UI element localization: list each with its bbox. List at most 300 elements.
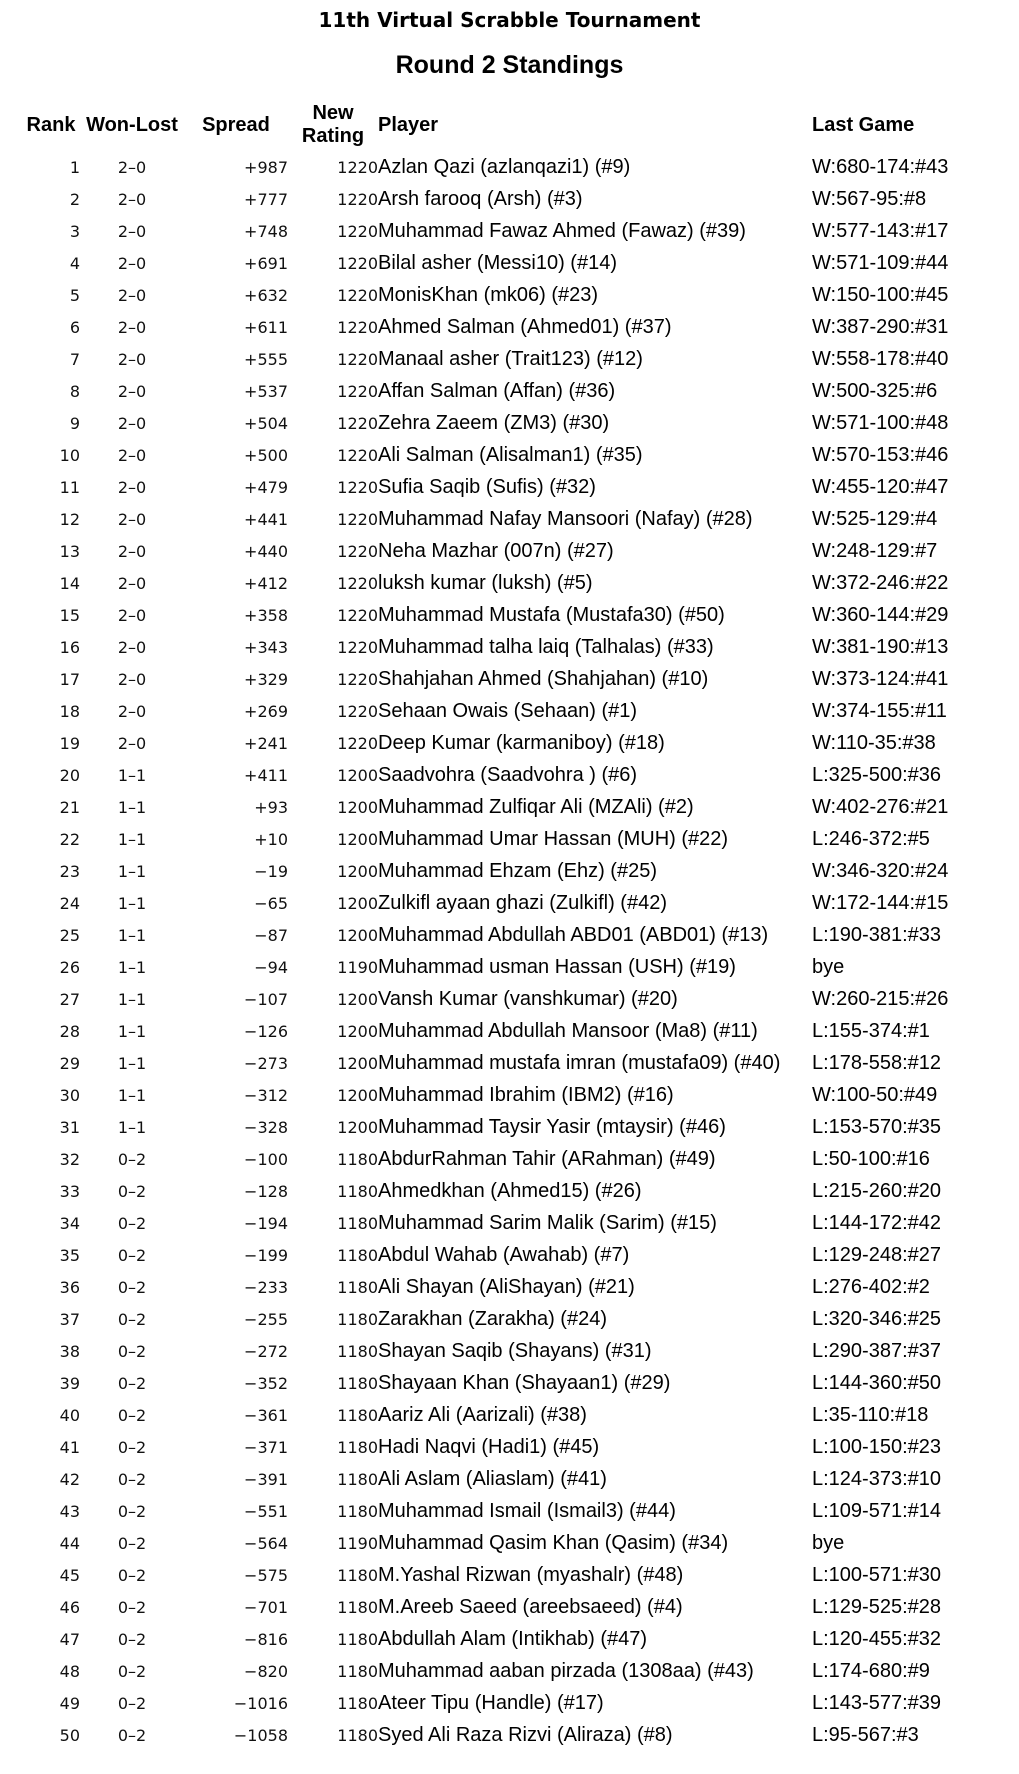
won-lost-cell: 2–0 bbox=[117, 669, 147, 689]
spread-cell: −126 bbox=[244, 1021, 288, 1041]
new-rating-cell: 1180 bbox=[337, 1469, 378, 1489]
player-cell: Abdullah Alam (Intikhab) (#47) bbox=[378, 1627, 648, 1650]
last-game-cell: L:129-525:#28 bbox=[812, 1595, 942, 1618]
last-game-cell: W:248-129:#7 bbox=[812, 539, 938, 562]
rank-cell: 21 bbox=[59, 797, 80, 817]
table-row bbox=[22, 567, 986, 599]
last-game-cell: L:100-150:#23 bbox=[812, 1435, 942, 1458]
table-row bbox=[22, 727, 986, 759]
rank-cell: 12 bbox=[59, 509, 80, 529]
spread-cell: +441 bbox=[244, 509, 288, 529]
table-row bbox=[22, 1623, 986, 1655]
table-row bbox=[22, 1239, 986, 1271]
player-cell: Zulkifl ayaan ghazi (Zulkifl) (#42) bbox=[378, 891, 667, 914]
new-rating-cell: 1180 bbox=[337, 1725, 378, 1745]
table-row bbox=[22, 1047, 986, 1079]
new-rating-cell: 1180 bbox=[337, 1245, 378, 1265]
won-lost-cell: 0–2 bbox=[117, 1373, 147, 1393]
spread-cell: −352 bbox=[244, 1373, 288, 1393]
won-lost-cell: 0–2 bbox=[117, 1245, 147, 1265]
rank-cell: 38 bbox=[59, 1341, 80, 1361]
spread-cell: +343 bbox=[244, 637, 288, 657]
player-cell: Deep Kumar (karmaniboy) (#18) bbox=[378, 731, 665, 754]
last-game-cell: L:143-577:#39 bbox=[812, 1691, 942, 1714]
spread-cell: +504 bbox=[244, 413, 288, 433]
new-rating-cell: 1220 bbox=[337, 541, 378, 561]
player-cell: Abdul Wahab (Awahab) (#7) bbox=[378, 1243, 630, 1266]
won-lost-cell: 2–0 bbox=[117, 157, 147, 177]
spread-cell: −820 bbox=[244, 1661, 288, 1681]
won-lost-cell: 0–2 bbox=[117, 1181, 147, 1201]
new-rating-cell: 1200 bbox=[337, 893, 378, 913]
player-cell: Hadi Naqvi (Hadi1) (#45) bbox=[378, 1435, 600, 1458]
new-rating-cell: 1220 bbox=[337, 189, 378, 209]
won-lost-cell: 2–0 bbox=[117, 445, 147, 465]
last-game-header: Last Game bbox=[812, 113, 915, 136]
won-lost-cell: 2–0 bbox=[117, 413, 147, 433]
player-cell: Muhammad Ehzam (Ehz) (#25) bbox=[378, 859, 657, 882]
spread-cell: +479 bbox=[244, 477, 288, 497]
rank-cell: 31 bbox=[59, 1117, 80, 1137]
spread-cell: +241 bbox=[244, 733, 288, 753]
spread-cell: −391 bbox=[244, 1469, 288, 1489]
player-cell: luksh kumar (luksh) (#5) bbox=[378, 571, 593, 594]
new-rating-cell: 1180 bbox=[337, 1597, 378, 1617]
last-game-cell: W:260-215:#26 bbox=[812, 987, 949, 1010]
last-game-cell: L:35-110:#18 bbox=[812, 1403, 929, 1426]
player-cell: Muhammad Fawaz Ahmed (Fawaz) (#39) bbox=[378, 219, 746, 242]
table-row bbox=[22, 535, 986, 567]
new-rating-cell: 1200 bbox=[337, 797, 378, 817]
last-game-cell: W:346-320:#24 bbox=[812, 859, 949, 882]
won-lost-cell: 2–0 bbox=[117, 733, 147, 753]
table-row bbox=[22, 503, 986, 535]
new-rating-cell: 1190 bbox=[337, 957, 378, 977]
last-game-cell: L:320-346:#25 bbox=[812, 1307, 942, 1330]
last-game-cell: W:571-100:#48 bbox=[812, 411, 949, 434]
player-cell: Syed Ali Raza Rizvi (Aliraza) (#8) bbox=[378, 1723, 673, 1746]
table-row bbox=[22, 1687, 986, 1719]
won-lost-cell: 2–0 bbox=[117, 541, 147, 561]
last-game-cell: L:246-372:#5 bbox=[812, 827, 930, 850]
table-row bbox=[22, 791, 986, 823]
won-lost-cell: 0–2 bbox=[117, 1533, 147, 1553]
won-lost-cell: 1–1 bbox=[117, 893, 147, 913]
spread-cell: −128 bbox=[244, 1181, 288, 1201]
player-cell: Ahmedkhan (Ahmed15) (#26) bbox=[378, 1179, 642, 1202]
spread-cell: +10 bbox=[254, 829, 288, 849]
spread-cell: +329 bbox=[244, 669, 288, 689]
new-rating-header-line2: Rating bbox=[301, 125, 365, 147]
new-rating-cell: 1180 bbox=[337, 1149, 378, 1169]
spread-cell: −816 bbox=[244, 1629, 288, 1649]
won-lost-cell: 0–2 bbox=[117, 1405, 147, 1425]
rank-cell: 48 bbox=[59, 1661, 80, 1681]
player-cell: AbdurRahman Tahir (ARahman) (#49) bbox=[378, 1147, 716, 1170]
spread-cell: −1016 bbox=[233, 1693, 288, 1713]
won-lost-cell: 0–2 bbox=[117, 1341, 147, 1361]
table-row bbox=[22, 183, 986, 215]
rank-cell: 39 bbox=[59, 1373, 80, 1393]
rank-cell: 20 bbox=[59, 765, 80, 785]
new-rating-cell: 1220 bbox=[337, 381, 378, 401]
table-row bbox=[22, 1143, 986, 1175]
last-game-cell: L:124-373:#10 bbox=[812, 1467, 942, 1490]
won-lost-cell: 2–0 bbox=[117, 189, 147, 209]
new-rating-cell: 1220 bbox=[337, 221, 378, 241]
new-rating-cell: 1220 bbox=[337, 605, 378, 625]
new-rating-cell: 1180 bbox=[337, 1629, 378, 1649]
standings-body bbox=[22, 151, 986, 1751]
new-rating-cell: 1220 bbox=[337, 157, 378, 177]
new-rating-cell: 1200 bbox=[337, 1021, 378, 1041]
new-rating-cell: 1180 bbox=[337, 1693, 378, 1713]
table-row bbox=[22, 247, 986, 279]
won-lost-cell: 1–1 bbox=[117, 1085, 147, 1105]
table-row bbox=[22, 1303, 986, 1335]
last-game-cell: L:276-402:#2 bbox=[812, 1275, 930, 1298]
tournament-title: 11th Virtual Scrabble Tournament bbox=[318, 8, 701, 32]
table-row bbox=[22, 1335, 986, 1367]
won-lost-cell: 0–2 bbox=[117, 1501, 147, 1521]
spread-cell: +748 bbox=[244, 221, 288, 241]
new-rating-cell: 1220 bbox=[337, 317, 378, 337]
table-row bbox=[22, 1495, 986, 1527]
rank-cell: 11 bbox=[59, 477, 80, 497]
new-rating-cell: 1180 bbox=[337, 1277, 378, 1297]
standings-table bbox=[22, 99, 986, 1751]
won-lost-cell: 0–2 bbox=[117, 1277, 147, 1297]
last-game-cell: W:372-246:#22 bbox=[812, 571, 949, 594]
rank-cell: 13 bbox=[59, 541, 80, 561]
rank-cell: 30 bbox=[59, 1085, 80, 1105]
player-cell: Ali Aslam (Aliaslam) (#41) bbox=[378, 1467, 607, 1490]
rank-cell: 3 bbox=[69, 221, 80, 241]
table-row bbox=[22, 919, 986, 951]
rank-cell: 50 bbox=[59, 1725, 80, 1745]
table-row bbox=[22, 1175, 986, 1207]
player-cell: Shahjahan Ahmed (Shahjahan) (#10) bbox=[378, 667, 709, 690]
table-row bbox=[22, 599, 986, 631]
new-rating-cell: 1180 bbox=[337, 1437, 378, 1457]
rank-cell: 16 bbox=[59, 637, 80, 657]
rank-cell: 40 bbox=[59, 1405, 80, 1425]
won-lost-cell: 2–0 bbox=[117, 605, 147, 625]
last-game-cell: W:402-276:#21 bbox=[812, 795, 949, 818]
spread-cell: +411 bbox=[244, 765, 288, 785]
won-lost-cell: 2–0 bbox=[117, 349, 147, 369]
table-row bbox=[22, 375, 986, 407]
table-row bbox=[22, 983, 986, 1015]
last-game-cell: L:109-571:#14 bbox=[812, 1499, 942, 1522]
last-game-cell: L:100-571:#30 bbox=[812, 1563, 942, 1586]
rank-cell: 9 bbox=[69, 413, 80, 433]
won-lost-cell: 1–1 bbox=[117, 925, 147, 945]
new-rating-cell: 1190 bbox=[337, 1533, 378, 1553]
table-row bbox=[22, 887, 986, 919]
table-row bbox=[22, 1367, 986, 1399]
spread-cell: +412 bbox=[244, 573, 288, 593]
won-lost-cell: 2–0 bbox=[117, 221, 147, 241]
table-row bbox=[22, 855, 986, 887]
spread-cell: +691 bbox=[244, 253, 288, 273]
spread-cell: +440 bbox=[244, 541, 288, 561]
last-game-cell: L:144-172:#42 bbox=[812, 1211, 942, 1234]
table-row bbox=[22, 471, 986, 503]
rank-cell: 25 bbox=[59, 925, 80, 945]
won-lost-cell: 1–1 bbox=[117, 829, 147, 849]
spread-cell: −272 bbox=[244, 1341, 288, 1361]
rank-cell: 18 bbox=[59, 701, 80, 721]
won-lost-cell: 2–0 bbox=[117, 317, 147, 337]
player-cell: Arsh farooq (Arsh) (#3) bbox=[378, 187, 583, 210]
player-cell: Muhammad Zulfiqar Ali (MZAli) (#2) bbox=[378, 795, 694, 818]
new-rating-cell: 1220 bbox=[337, 349, 378, 369]
spread-cell: −100 bbox=[244, 1149, 288, 1169]
last-game-cell: L:215-260:#20 bbox=[812, 1179, 942, 1202]
rank-cell: 33 bbox=[59, 1181, 80, 1201]
table-row bbox=[22, 759, 986, 791]
won-lost-cell: 0–2 bbox=[117, 1629, 147, 1649]
spread-cell: +93 bbox=[254, 797, 288, 817]
last-game-cell: W:373-124:#41 bbox=[812, 667, 949, 690]
table-row bbox=[22, 1655, 986, 1687]
new-rating-cell: 1180 bbox=[337, 1405, 378, 1425]
rank-cell: 36 bbox=[59, 1277, 80, 1297]
spread-cell: +987 bbox=[244, 157, 288, 177]
spread-cell: +358 bbox=[244, 605, 288, 625]
rank-cell: 19 bbox=[59, 733, 80, 753]
player-cell: Muhammad Sarim Malik (Sarim) (#15) bbox=[378, 1211, 717, 1234]
new-rating-cell: 1180 bbox=[337, 1309, 378, 1329]
spread-cell: +777 bbox=[244, 189, 288, 209]
player-cell: Manaal asher (Trait123) (#12) bbox=[378, 347, 643, 370]
rank-cell: 34 bbox=[59, 1213, 80, 1233]
new-rating-cell: 1200 bbox=[337, 765, 378, 785]
won-lost-cell: 0–2 bbox=[117, 1725, 147, 1745]
won-lost-cell: 1–1 bbox=[117, 989, 147, 1009]
new-rating-header bbox=[288, 99, 378, 151]
last-game-cell: L:50-100:#16 bbox=[812, 1147, 930, 1170]
won-lost-cell: 0–2 bbox=[117, 1309, 147, 1329]
won-lost-header: Won-Lost bbox=[86, 113, 178, 136]
spread-cell: −1058 bbox=[233, 1725, 288, 1745]
header-row bbox=[22, 99, 986, 151]
last-game-cell: L:155-374:#1 bbox=[812, 1019, 930, 1042]
spread-cell: −19 bbox=[254, 861, 288, 881]
spread-cell: −328 bbox=[244, 1117, 288, 1137]
last-game-cell: W:567-95:#8 bbox=[812, 187, 927, 210]
player-cell: Shayan Saqib (Shayans) (#31) bbox=[378, 1339, 652, 1362]
rank-cell: 28 bbox=[59, 1021, 80, 1041]
player-cell: Zehra Zaeem (ZM3) (#30) bbox=[378, 411, 610, 434]
last-game-cell: L:190-381:#33 bbox=[812, 923, 942, 946]
last-game-cell: W:500-325:#6 bbox=[812, 379, 938, 402]
rank-cell: 46 bbox=[59, 1597, 80, 1617]
rank-cell: 29 bbox=[59, 1053, 80, 1073]
won-lost-cell: 0–2 bbox=[117, 1597, 147, 1617]
spread-cell: −199 bbox=[244, 1245, 288, 1265]
rank-header: Rank bbox=[26, 113, 76, 136]
table-row bbox=[22, 1399, 986, 1431]
last-game-cell: W:577-143:#17 bbox=[812, 219, 949, 242]
player-cell: Sehaan Owais (Sehaan) (#1) bbox=[378, 699, 638, 722]
new-rating-cell: 1220 bbox=[337, 573, 378, 593]
won-lost-cell: 1–1 bbox=[117, 957, 147, 977]
player-cell: Muhammad Ibrahim (IBM2) (#16) bbox=[378, 1083, 674, 1106]
new-rating-cell: 1180 bbox=[337, 1565, 378, 1585]
won-lost-cell: 1–1 bbox=[117, 797, 147, 817]
last-game-cell: bye bbox=[812, 955, 845, 978]
new-rating-cell: 1200 bbox=[337, 1053, 378, 1073]
spread-cell: −194 bbox=[244, 1213, 288, 1233]
spread-cell: −107 bbox=[244, 989, 288, 1009]
player-cell: Muhammad Ismail (Ismail3) (#44) bbox=[378, 1499, 676, 1522]
last-game-cell: W:558-178:#40 bbox=[812, 347, 949, 370]
last-game-cell: L:129-248:#27 bbox=[812, 1243, 942, 1266]
last-game-cell: W:455-120:#47 bbox=[812, 475, 949, 498]
won-lost-cell: 2–0 bbox=[117, 253, 147, 273]
new-rating-cell: 1200 bbox=[337, 1117, 378, 1137]
new-rating-cell: 1220 bbox=[337, 637, 378, 657]
player-cell: Saadvohra (Saadvohra ) (#6) bbox=[378, 763, 638, 786]
table-row bbox=[22, 1207, 986, 1239]
new-rating-cell: 1220 bbox=[337, 509, 378, 529]
spread-cell: −273 bbox=[244, 1053, 288, 1073]
rank-cell: 32 bbox=[59, 1149, 80, 1169]
table-row bbox=[22, 951, 986, 983]
won-lost-cell: 2–0 bbox=[117, 477, 147, 497]
rank-cell: 24 bbox=[59, 893, 80, 913]
spread-cell: −312 bbox=[244, 1085, 288, 1105]
new-rating-cell: 1180 bbox=[337, 1181, 378, 1201]
player-cell: Muhammad Taysir Yasir (mtaysir) (#46) bbox=[378, 1115, 726, 1138]
won-lost-cell: 0–2 bbox=[117, 1693, 147, 1713]
last-game-cell: W:570-153:#46 bbox=[812, 443, 949, 466]
player-cell: Ateer Tipu (Handle) (#17) bbox=[378, 1691, 604, 1714]
player-cell: Muhammad Nafay Mansoori (Nafay) (#28) bbox=[378, 507, 753, 530]
table-row bbox=[22, 1719, 986, 1751]
player-header: Player bbox=[378, 113, 439, 136]
player-cell: Aariz Ali (Aarizali) (#38) bbox=[378, 1403, 587, 1426]
player-cell: Muhammad Abdullah Mansoor (Ma8) (#11) bbox=[378, 1019, 758, 1042]
table-row bbox=[22, 343, 986, 375]
new-rating-cell: 1180 bbox=[337, 1341, 378, 1361]
rank-cell: 8 bbox=[69, 381, 80, 401]
player-cell: Sufia Saqib (Sufis) (#32) bbox=[378, 475, 596, 498]
new-rating-cell: 1220 bbox=[337, 669, 378, 689]
player-cell: Ahmed Salman (Ahmed01) (#37) bbox=[378, 315, 672, 338]
player-cell: Muhammad usman Hassan (USH) (#19) bbox=[378, 955, 736, 978]
last-game-cell: L:290-387:#37 bbox=[812, 1339, 942, 1362]
last-game-cell: L:153-570:#35 bbox=[812, 1115, 942, 1138]
table-row bbox=[22, 279, 986, 311]
won-lost-cell: 0–2 bbox=[117, 1213, 147, 1233]
rank-cell: 41 bbox=[59, 1437, 80, 1457]
rank-cell: 37 bbox=[59, 1309, 80, 1329]
won-lost-cell: 2–0 bbox=[117, 701, 147, 721]
table-row bbox=[22, 1111, 986, 1143]
rank-cell: 4 bbox=[69, 253, 80, 273]
rank-cell: 17 bbox=[59, 669, 80, 689]
rank-cell: 26 bbox=[59, 957, 80, 977]
spread-cell: −65 bbox=[254, 893, 288, 913]
player-cell: Muhammad Qasim Khan (Qasim) (#34) bbox=[378, 1531, 729, 1554]
round-title: Round 2 Standings bbox=[395, 51, 624, 79]
new-rating-cell: 1220 bbox=[337, 253, 378, 273]
player-cell: Muhammad aaban pirzada (1308aa) (#43) bbox=[378, 1659, 754, 1682]
new-rating-cell: 1220 bbox=[337, 445, 378, 465]
won-lost-cell: 2–0 bbox=[117, 637, 147, 657]
last-game-cell: W:571-109:#44 bbox=[812, 251, 949, 274]
rank-cell: 15 bbox=[59, 605, 80, 625]
player-cell: Zarakhan (Zarakha) (#24) bbox=[378, 1307, 607, 1330]
table-row bbox=[22, 439, 986, 471]
table-row bbox=[22, 1271, 986, 1303]
spread-cell: +632 bbox=[244, 285, 288, 305]
won-lost-cell: 0–2 bbox=[117, 1661, 147, 1681]
new-rating-cell: 1220 bbox=[337, 701, 378, 721]
table-row bbox=[22, 215, 986, 247]
table-row bbox=[22, 311, 986, 343]
won-lost-cell: 0–2 bbox=[117, 1469, 147, 1489]
player-cell: Muhammad mustafa imran (mustafa09) (#40) bbox=[378, 1051, 781, 1074]
rank-cell: 42 bbox=[59, 1469, 80, 1489]
rank-cell: 1 bbox=[69, 157, 80, 177]
player-cell: Ali Shayan (AliShayan) (#21) bbox=[378, 1275, 635, 1298]
spread-cell: +537 bbox=[244, 381, 288, 401]
rank-cell: 43 bbox=[59, 1501, 80, 1521]
rank-cell: 47 bbox=[59, 1629, 80, 1649]
spread-cell: −94 bbox=[254, 957, 288, 977]
player-cell: M.Yashal Rizwan (myashalr) (#48) bbox=[378, 1563, 684, 1586]
spread-cell: +611 bbox=[244, 317, 288, 337]
spread-cell: +555 bbox=[244, 349, 288, 369]
new-rating-cell: 1180 bbox=[337, 1661, 378, 1681]
rank-cell: 22 bbox=[59, 829, 80, 849]
rank-cell: 49 bbox=[59, 1693, 80, 1713]
table-row bbox=[22, 1015, 986, 1047]
player-cell: Muhammad Umar Hassan (MUH) (#22) bbox=[378, 827, 729, 850]
rank-cell: 27 bbox=[59, 989, 80, 1009]
spread-cell: −371 bbox=[244, 1437, 288, 1457]
table-row bbox=[22, 407, 986, 439]
player-cell: Shayaan Khan (Shayaan1) (#29) bbox=[378, 1371, 671, 1394]
rank-cell: 7 bbox=[69, 349, 80, 369]
last-game-cell: bye bbox=[812, 1531, 845, 1554]
last-game-cell: L:178-558:#12 bbox=[812, 1051, 942, 1074]
won-lost-cell: 0–2 bbox=[117, 1565, 147, 1585]
rank-cell: 2 bbox=[69, 189, 80, 209]
new-rating-cell: 1200 bbox=[337, 989, 378, 1009]
new-rating-cell: 1200 bbox=[337, 829, 378, 849]
player-cell: Bilal asher (Messi10) (#14) bbox=[378, 251, 617, 274]
rank-cell: 44 bbox=[59, 1533, 80, 1553]
new-rating-cell: 1180 bbox=[337, 1501, 378, 1521]
spread-cell: +269 bbox=[244, 701, 288, 721]
new-rating-cell: 1180 bbox=[337, 1213, 378, 1233]
new-rating-cell: 1200 bbox=[337, 925, 378, 945]
won-lost-cell: 2–0 bbox=[117, 381, 147, 401]
new-rating-header-line1: New bbox=[312, 102, 354, 124]
last-game-cell: L:325-500:#36 bbox=[812, 763, 942, 786]
table-row bbox=[22, 823, 986, 855]
spread-header: Spread bbox=[202, 113, 270, 136]
player-cell: Ali Salman (Alisalman1) (#35) bbox=[378, 443, 643, 466]
new-rating-cell: 1220 bbox=[337, 477, 378, 497]
table-row bbox=[22, 1079, 986, 1111]
spread-cell: −701 bbox=[244, 1597, 288, 1617]
